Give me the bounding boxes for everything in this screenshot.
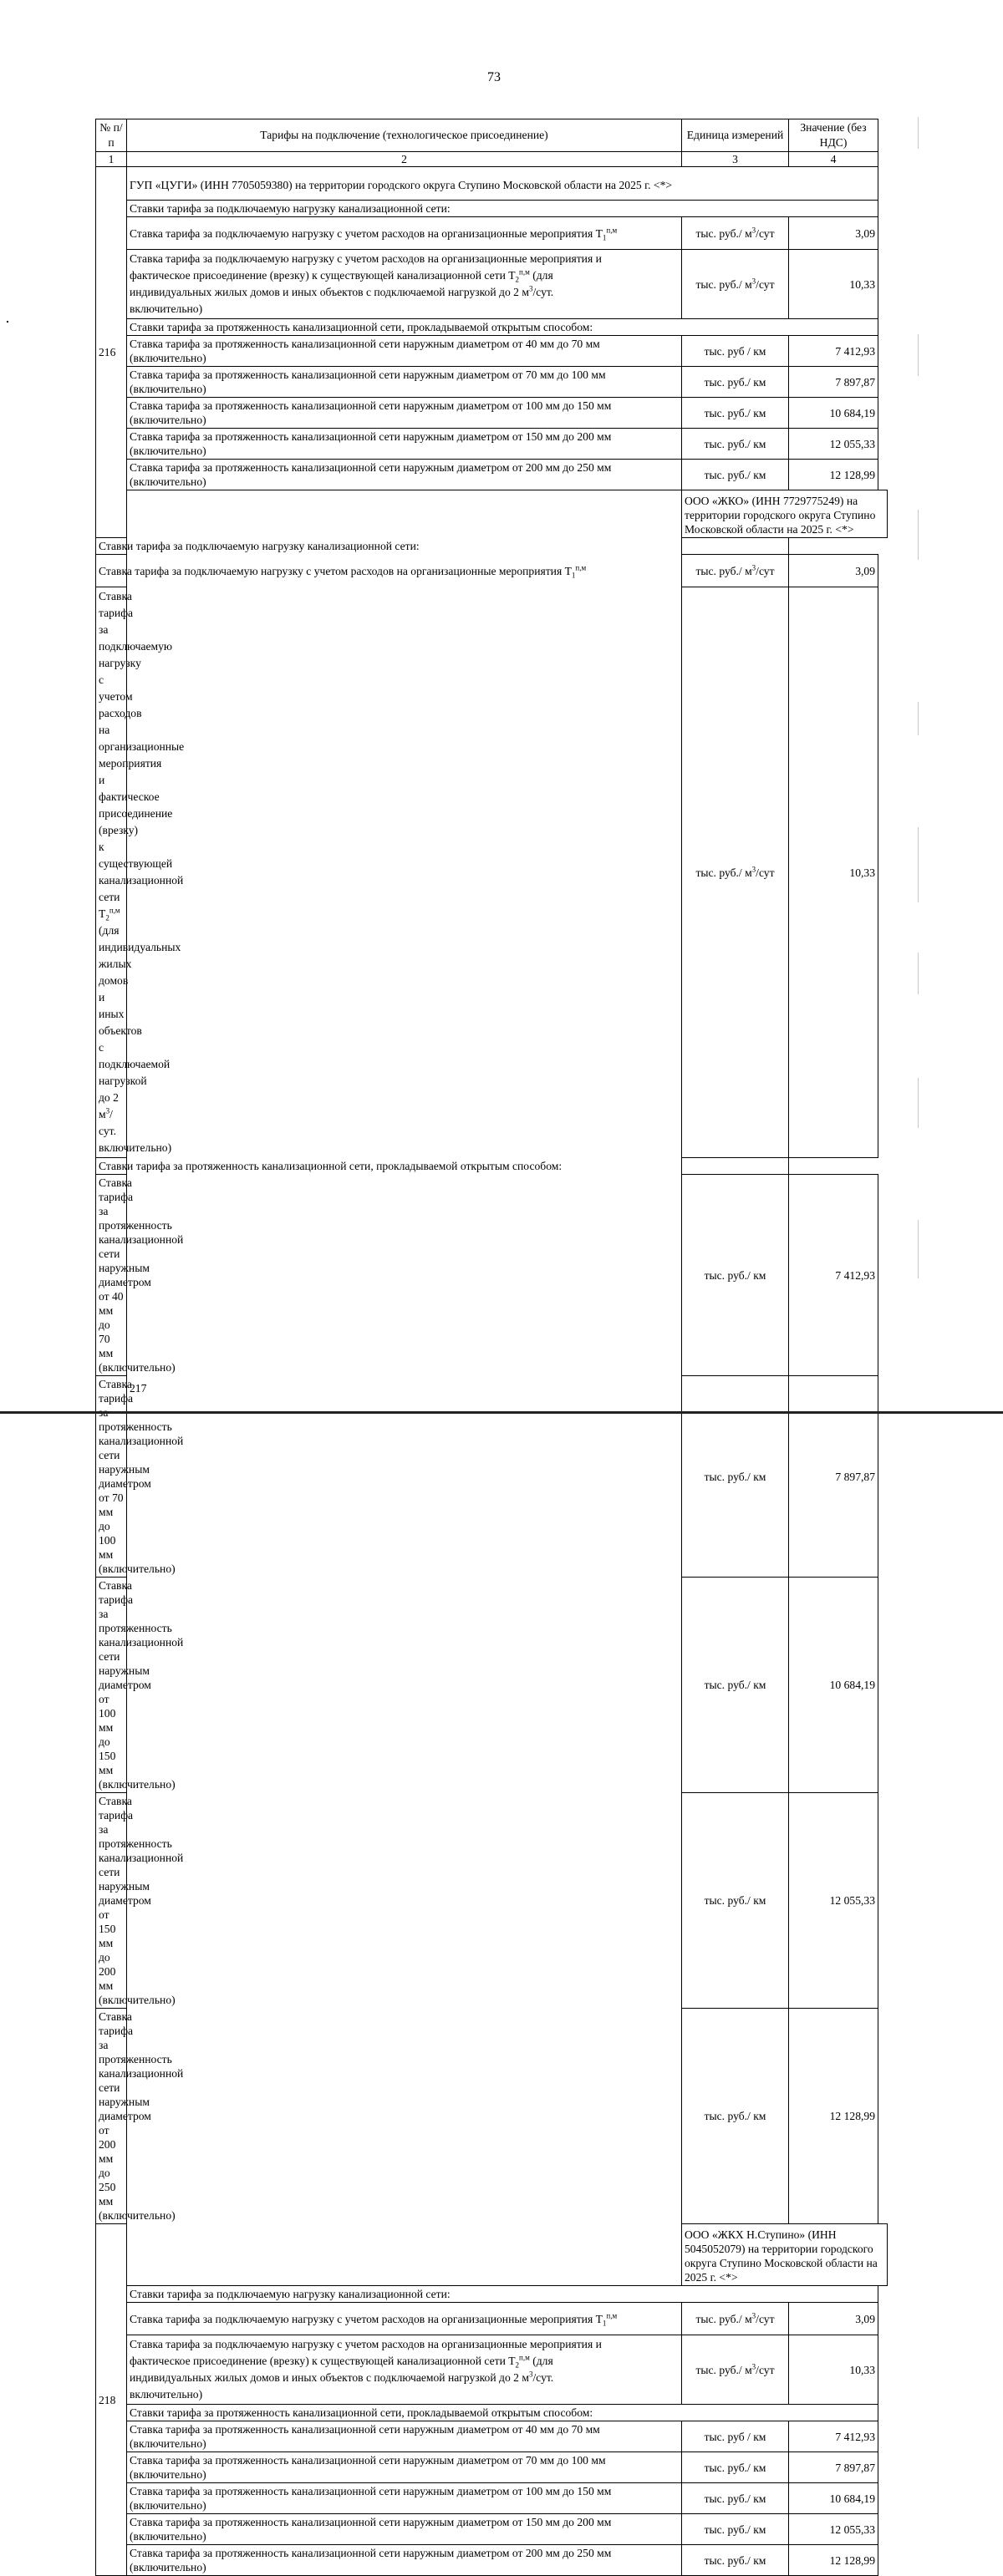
value-cell: 7 897,87	[789, 1376, 878, 1578]
description-text: Ставка тарифа за подключаемую нагрузку с учетом расходов на организационные мероприятия T	[99, 564, 572, 577]
rate-description	[127, 2421, 682, 2452]
header-number: № п/п	[96, 119, 127, 152]
description-text: Ставка тарифа за протяженность канализационной сети наружным диаметром от 150 мм до 200 мм	[130, 2516, 612, 2528]
description-text: Ставка тарифа за протяженность канализационной сети наружным диаметром от 40 мм до 70 мм	[130, 2423, 600, 2436]
unit-text: тыс. руб./ м	[695, 2312, 752, 2325]
unit-text: тыс. руб./ м	[695, 866, 752, 879]
description-text: индивидуальных жилых домов и иных объектов с подключаемой нагрузкой до 2 м	[99, 941, 181, 1120]
description-text: (включительно)	[99, 2209, 176, 2222]
organization-row	[96, 167, 888, 201]
superscript: 3	[751, 2361, 756, 2370]
unit-cell: тыс. руб./ км	[682, 429, 789, 460]
value-cell: 7 412,93	[789, 2421, 878, 2452]
superscript: п,м	[519, 267, 530, 277]
organization-title: ООО «ЖКХ Н.Ступино» (ИНН 5045052079) на территории городского округа Ступино Московской области на 2025 г. <*>	[682, 2224, 888, 2286]
superscript: 3	[751, 276, 756, 285]
rate-description	[96, 1578, 184, 1793]
unit-cell	[682, 555, 789, 587]
table-row	[96, 2514, 888, 2545]
unit-text: тыс. руб./ м	[695, 226, 752, 240]
unit-text: тыс. руб./ м	[695, 2363, 752, 2376]
unit-cell: тыс. руб./ км	[682, 460, 789, 490]
description-text: Ставка тарифа за подключаемую нагрузку с учетом расходов на организационные мероприятия и	[130, 252, 602, 265]
superscript: 3	[751, 562, 756, 572]
description-text: Ставка тарифа за подключаемую нагрузку с учетом расходов на организационные мероприятия и	[99, 590, 185, 786]
subscript: 1	[571, 571, 576, 580]
load-heading: Ставки тарифа за подключаемую нагрузку канализационной сети:	[127, 2286, 878, 2303]
value-cell: 7 897,87	[789, 367, 878, 398]
rate-description	[96, 1175, 184, 1376]
rate-description	[127, 2483, 682, 2514]
description-text: Ставка тарифа за подключаемую нагрузку с учетом расходов на организационные мероприятия и	[130, 2338, 602, 2350]
section-number: 216	[96, 167, 127, 538]
unit-cell	[682, 2335, 789, 2405]
header-value: Значение (без НДС)	[789, 119, 878, 152]
unit-cell: тыс. руб./ км	[682, 2452, 789, 2483]
scan-edge-marks	[918, 117, 919, 1287]
organization-title: ГУП «ЦУГИ» (ИНН 7705059380) на территории городского округа Ступино Московской области на 2025 г. <*>	[127, 167, 878, 201]
unit-cell: тыс. руб./ км	[682, 2483, 789, 2514]
description-text: Ставка тарифа за протяженность канализационной сети наружным диаметром от 100 мм до 150 мм	[130, 399, 612, 412]
description-text: (включительно)	[130, 2530, 206, 2543]
section-number: 217	[127, 490, 682, 2286]
table-row	[96, 398, 888, 429]
scan-speck	[7, 321, 8, 323]
description-text: /сут.	[99, 1108, 116, 1137]
description-text: Ставка тарифа за протяженность канализационной сети наружным диаметром от 100 мм до 150 мм	[99, 1579, 184, 1776]
tariff-table	[95, 119, 888, 2576]
table-row	[96, 2303, 888, 2335]
organization-row	[96, 490, 888, 538]
description-text: фактическое присоединение (врезку) к существующей канализационной сети T	[130, 269, 516, 282]
rate-description	[127, 336, 682, 367]
description-text: (для	[529, 2355, 553, 2367]
description-text: (включительно)	[130, 2437, 206, 2450]
unit-text: /сут	[756, 866, 775, 879]
superscript: 3	[105, 1106, 110, 1115]
description-text: (для	[529, 269, 553, 282]
value-cell: 7 412,93	[789, 1175, 878, 1376]
description-text: (включительно)	[130, 2468, 206, 2481]
description-text: Ставка тарифа за протяженность канализационной сети наружным диаметром от 40 мм до 70 мм	[130, 338, 600, 350]
value-cell: 10,33	[789, 250, 878, 319]
rate-description	[96, 2009, 184, 2224]
unit-cell: тыс. руб./ км	[682, 1376, 789, 1578]
header-tariffs: Тарифы на подключение (технологическое присоединение)	[127, 119, 682, 152]
subscript: 2	[105, 913, 109, 922]
column-index: 1	[96, 152, 127, 167]
section-heading-row	[96, 319, 888, 336]
table-row	[96, 2452, 888, 2483]
value-cell: 3,09	[789, 217, 878, 250]
rate-description	[127, 2514, 682, 2545]
description-text: включительно)	[99, 1141, 172, 1154]
table-row	[96, 460, 888, 490]
section-heading-row	[96, 2405, 888, 2421]
subscript: 1	[602, 2319, 607, 2328]
header-unit: Единица измерений	[682, 119, 789, 152]
superscript: п,м	[606, 2310, 618, 2319]
description-text: (включительно)	[99, 1778, 176, 1791]
unit-text: тыс. руб./ м	[695, 277, 752, 291]
superscript: п,м	[519, 2353, 530, 2362]
unit-cell: тыс. руб./ км	[682, 398, 789, 429]
table-row	[96, 2421, 888, 2452]
description-text: Ставка тарифа за протяженность канализационной сети наружным диаметром от 40 мм до 70 мм	[99, 1176, 184, 1359]
section-number: 218	[96, 2224, 127, 2576]
superscript: 3	[751, 225, 756, 234]
table-row	[96, 367, 888, 398]
value-cell: 10 684,19	[789, 1578, 878, 1793]
load-heading: Ставки тарифа за подключаемую нагрузку канализационной сети:	[127, 201, 878, 217]
description-text: фактическое присоединение (врезку) к существующей канализационной сети T	[130, 2355, 516, 2367]
description-text: Ставка тарифа за протяженность канализационной сети наружным диаметром от 70 мм до 100 мм	[130, 368, 606, 381]
superscript: 3	[528, 2370, 533, 2379]
rate-description	[96, 587, 185, 1158]
unit-cell: тыс. руб./ км	[682, 1793, 789, 2009]
description-text: включительно)	[130, 2388, 203, 2401]
unit-cell	[682, 587, 789, 1158]
description-text: включительно)	[130, 302, 203, 315]
subscript: 2	[515, 2360, 520, 2370]
length-heading: Ставки тарифа за протяженность канализационной сети, прокладываемой открытым способом:	[127, 2405, 878, 2421]
value-cell: 10 684,19	[789, 2483, 878, 2514]
description-text: (включительно)	[130, 414, 206, 426]
unit-cell: тыс. руб./ км	[682, 1578, 789, 1793]
unit-cell	[682, 250, 789, 319]
length-heading: Ставки тарифа за протяженность канализационной сети, прокладываемой открытым способом:	[127, 319, 878, 336]
unit-text: тыс. руб./ м	[695, 564, 752, 577]
length-heading: Ставки тарифа за протяженность канализационной сети, прокладываемой открытым способом:	[96, 1158, 789, 1175]
description-text: Ставка тарифа протяженность канализационной сети наружным диаметром от 70 мм до 100 мм	[99, 1378, 184, 1561]
rate-description	[96, 555, 587, 587]
description-text: /сут.	[532, 2371, 554, 2384]
description-text: Ставка тарифа за протяженность канализационной сети наружным диаметром от 200 мм до 250 мм	[130, 2547, 612, 2559]
rate-description	[127, 367, 682, 398]
rate-description	[127, 250, 682, 319]
unit-text: /сут	[756, 2312, 775, 2325]
unit-cell: тыс. руб / км	[682, 336, 789, 367]
superscript: 3	[751, 864, 756, 873]
description-text: Ставка тарифа за протяженность канализационной сети наружным диаметром от 150 мм до 200 мм	[99, 1795, 184, 1992]
description-text: (включительно)	[130, 2561, 206, 2573]
table-row	[96, 217, 888, 250]
rate-description	[127, 460, 682, 490]
value-cell: 12 055,33	[789, 429, 878, 460]
table-row	[96, 2335, 888, 2405]
description-text: (включительно)	[130, 475, 206, 488]
value-cell: 7 897,87	[789, 2452, 878, 2483]
unit-text: /сут	[756, 226, 775, 240]
description-text: (включительно)	[130, 445, 206, 457]
table-row	[96, 2483, 888, 2514]
unit-cell: тыс. руб./ км	[682, 367, 789, 398]
rate-description	[127, 2335, 682, 2405]
section-heading-row	[96, 538, 888, 555]
value-cell: 12 055,33	[789, 1793, 878, 2009]
unit-cell: тыс. руб./ км	[682, 1175, 789, 1376]
value-cell: 7 412,93	[789, 336, 878, 367]
unit-cell	[682, 217, 789, 250]
description-text: Ставка тарифа за протяженность канализационной сети наружным диаметром от 70 мм до 100 мм	[130, 2454, 606, 2467]
load-heading: Ставки тарифа за подключаемую нагрузку канализационной сети:	[96, 538, 789, 555]
unit-cell: тыс. руб./ км	[682, 2514, 789, 2545]
table-row	[96, 250, 888, 319]
rate-description	[127, 429, 682, 460]
value-cell: 12 128,99	[789, 460, 878, 490]
unit-cell: тыс. руб / км	[682, 2421, 789, 2452]
description-text: (включительно)	[99, 1562, 176, 1575]
rate-description	[127, 398, 682, 429]
value-cell: 10,33	[789, 2335, 878, 2405]
rate-description	[127, 2452, 682, 2483]
value-cell: 12 128,99	[789, 2545, 878, 2576]
table-row	[96, 429, 888, 460]
value-cell: 3,09	[789, 2303, 878, 2335]
description-text: (включительно)	[130, 352, 206, 364]
description-text: индивидуальных жилых домов и иных объектов с подключаемой нагрузкой до 2 м	[130, 286, 529, 298]
unit-text: /сут	[756, 564, 775, 577]
rate-description	[127, 217, 682, 250]
value-cell: 12 055,33	[789, 2514, 878, 2545]
rate-description	[127, 2545, 682, 2576]
subscript: 2	[515, 275, 520, 284]
superscript: п,м	[109, 906, 120, 915]
unit-text: /сут	[756, 2363, 775, 2376]
unit-cell: тыс. руб./ км	[682, 2009, 789, 2224]
table-header-row	[96, 119, 888, 152]
description-text: Ставка тарифа за протяженность канализационной сети наружным диаметром от 200 мм до 250 мм	[130, 461, 612, 474]
section-heading-row	[96, 1158, 888, 1175]
description-text: (включительно)	[130, 2499, 206, 2512]
description-text: Ставка тарифа за протяженность канализационной сети наружным диаметром от 200 мм до 250 мм	[99, 2010, 184, 2208]
value-cell: 10,33	[789, 587, 878, 1158]
section-heading-row	[96, 201, 888, 217]
column-index-row	[96, 152, 888, 167]
column-index: 3	[682, 152, 789, 167]
description-text: (включительно)	[99, 1361, 176, 1374]
superscript: 3	[528, 284, 533, 293]
description-text: Ставка тарифа за подключаемую нагрузку с учетом расходов на организационные мероприятия T	[130, 2312, 603, 2325]
description-text: (для	[99, 924, 120, 937]
table-row	[96, 336, 888, 367]
rate-description	[127, 2303, 682, 2335]
value-cell: 10 684,19	[789, 398, 878, 429]
description-text: (включительно)	[130, 383, 206, 395]
value-cell: 12 128,99	[789, 2009, 878, 2224]
superscript: 3	[751, 2310, 756, 2319]
unit-cell: тыс. руб./ км	[682, 2545, 789, 2576]
superscript: п,м	[575, 562, 587, 572]
description-text: фактическое присоединение (врезку) к существующей канализационной сети T	[99, 790, 184, 920]
column-index: 2	[127, 152, 682, 167]
table-row	[96, 2545, 888, 2576]
description-text: /сут.	[532, 286, 554, 298]
column-index: 4	[789, 152, 878, 167]
unit-text: /сут	[756, 277, 775, 291]
subscript: 1	[602, 233, 607, 242]
description-text: индивидуальных жилых домов и иных объектов с подключаемой нагрузкой до 2 м	[130, 2371, 529, 2384]
page-number: 73	[487, 70, 501, 84]
unit-cell	[682, 2303, 789, 2335]
section-heading-row	[96, 2286, 888, 2303]
description-text: Ставка тарифа за протяженность канализационной сети наружным диаметром от 100 мм до 150 мм	[130, 2485, 612, 2497]
description-text: (включительно)	[99, 1994, 176, 2006]
description-text: Ставка тарифа за подключаемую нагрузку с учетом расходов на организационные мероприятия T	[130, 226, 603, 240]
description-text: Ставка тарифа за протяженность канализационной сети наружным диаметром от 150 мм до 200 мм	[130, 430, 612, 443]
value-cell: 3,09	[789, 555, 878, 587]
rate-description	[96, 1793, 184, 2009]
organization-title: ООО «ЖКО» (ИНН 7729775249) на территории городского округа Ступино Московской области на 2025 г. <*>	[682, 490, 888, 538]
superscript: п,м	[606, 225, 618, 234]
